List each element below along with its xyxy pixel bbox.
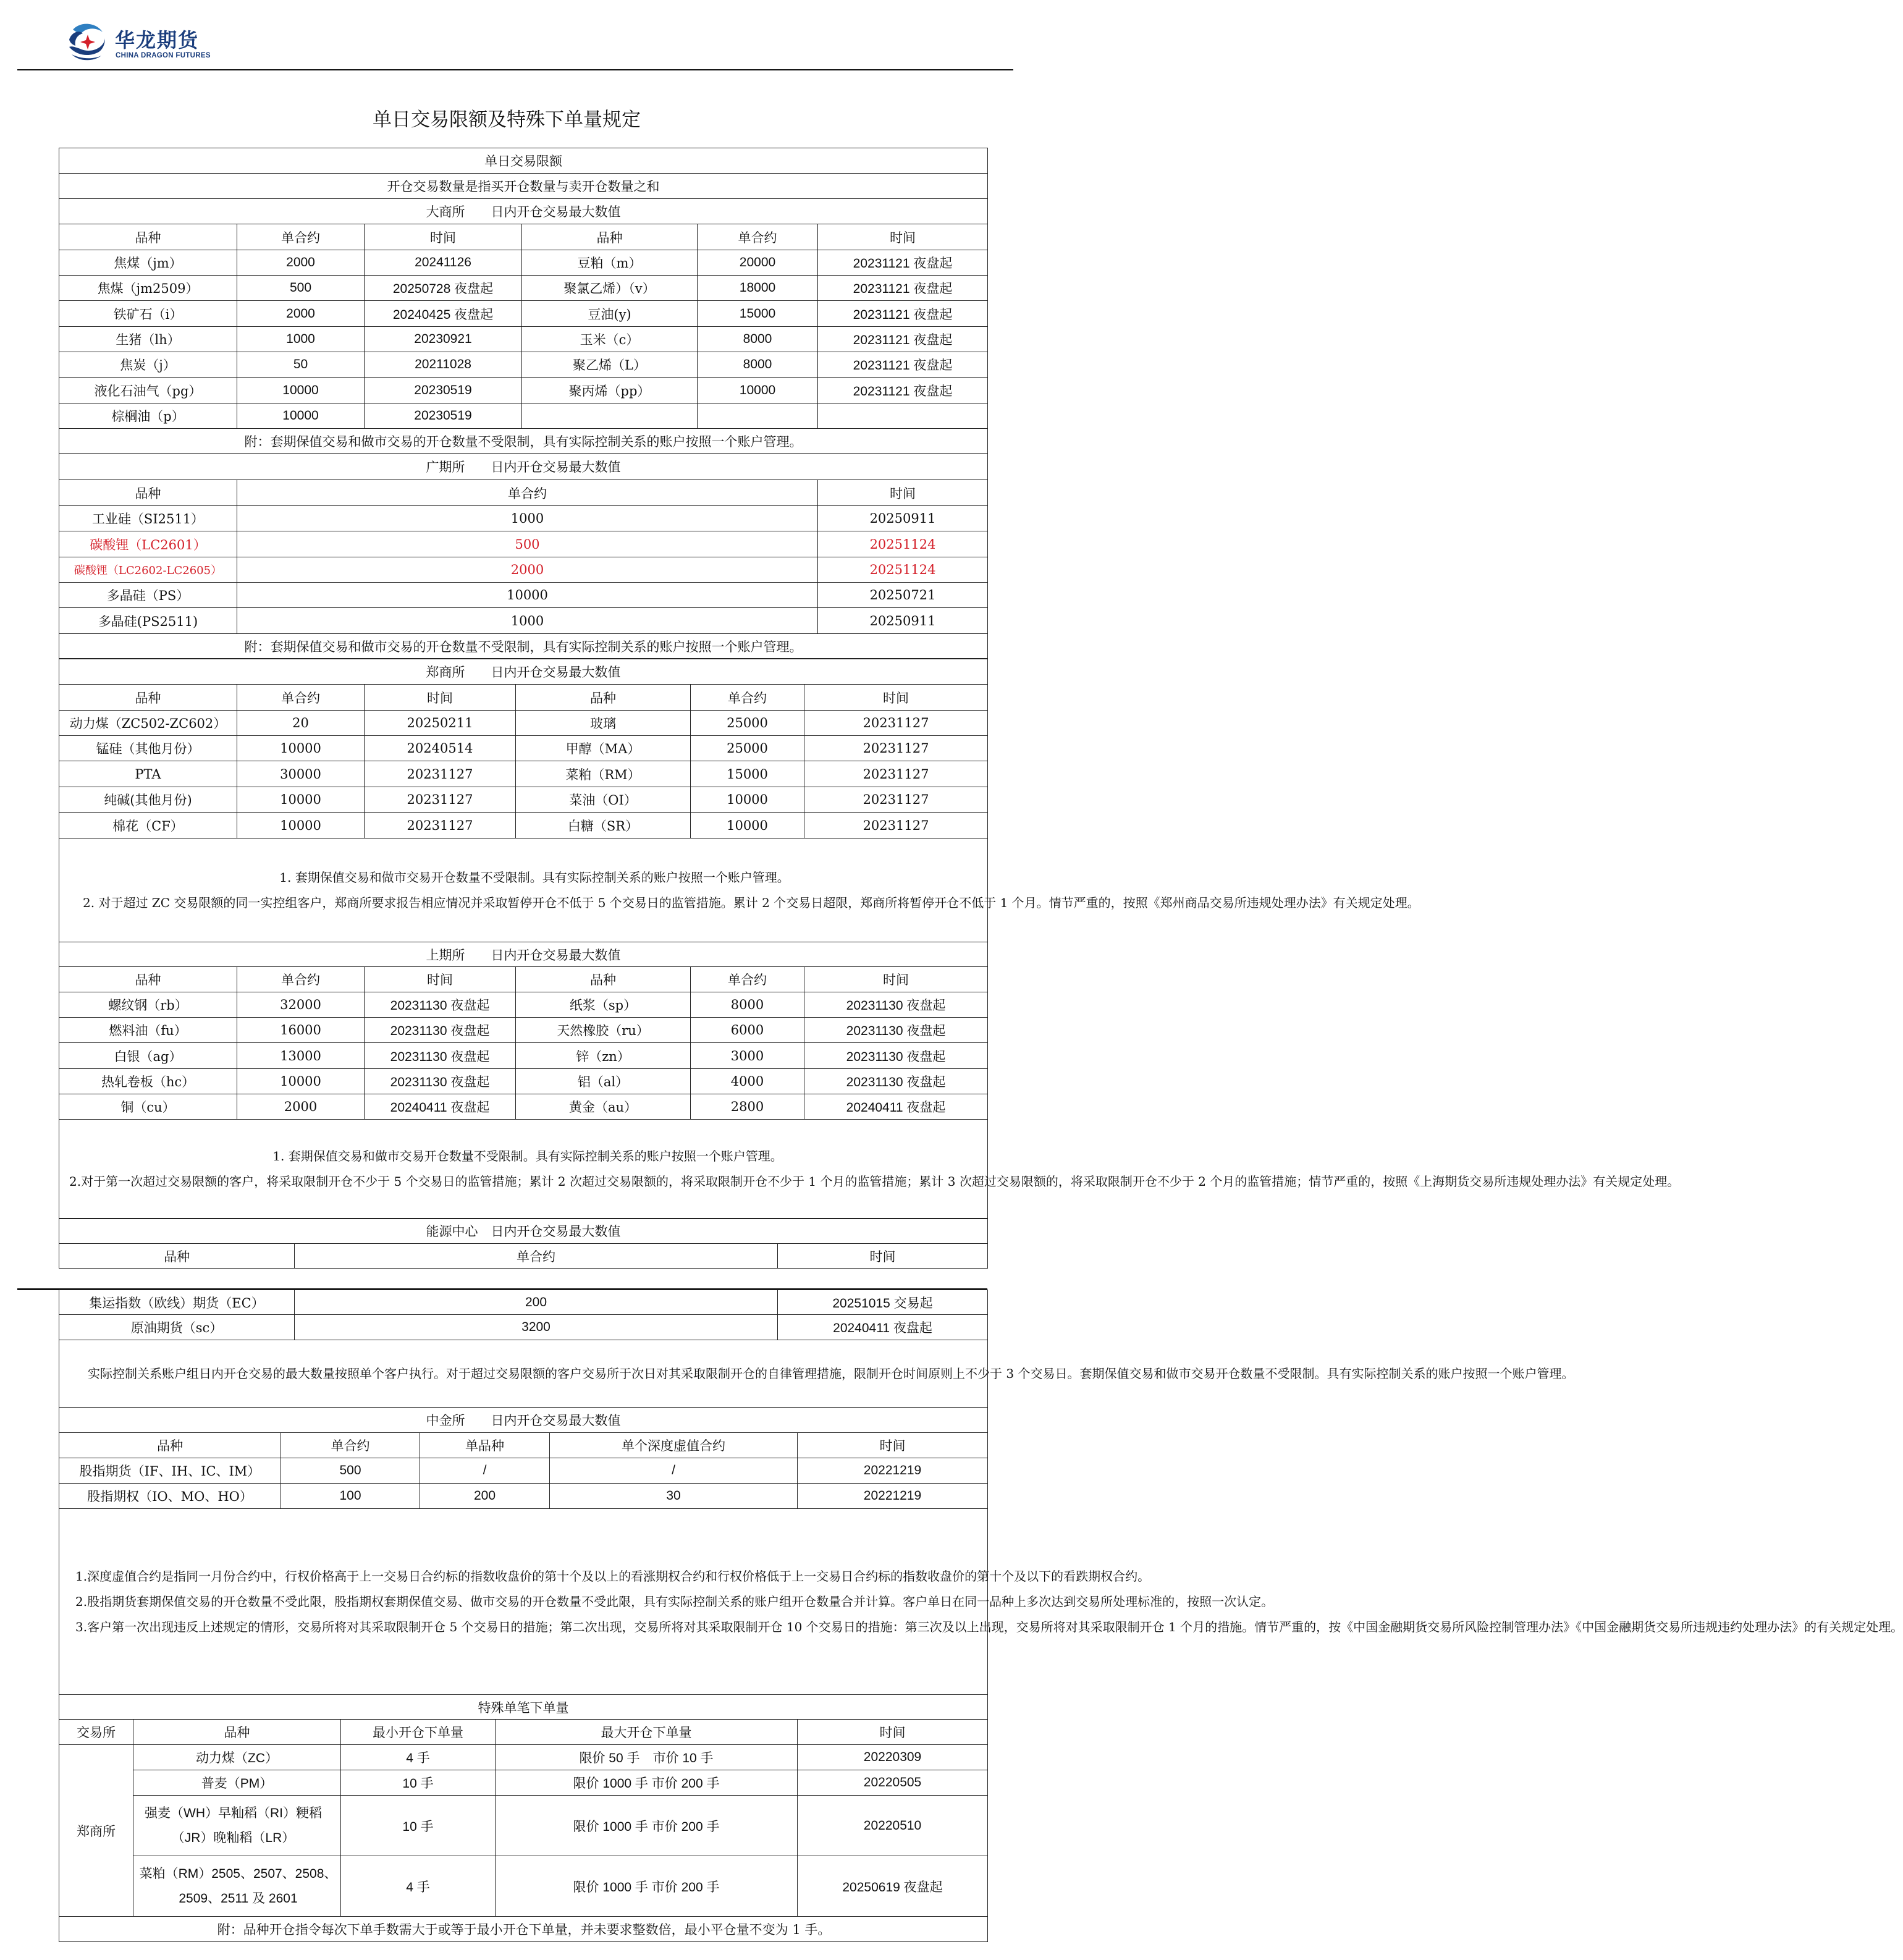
col-header-time: 时间 xyxy=(818,224,988,250)
ine-table-body xyxy=(59,1290,1574,1408)
variety-cell: 液化石油气（pg） xyxy=(59,378,237,403)
variety-cell: 多晶硅（PS） xyxy=(59,583,237,608)
time-cell: 20231127 xyxy=(804,787,988,813)
time-cell: 20251015 交易起 xyxy=(778,1290,988,1315)
time-cell: 20250619 夜盘起 xyxy=(798,1856,988,1917)
time-cell: 20231130 夜盘起 xyxy=(365,992,516,1018)
variety-cell: 碳酸锂（LC2602-LC2605） xyxy=(59,557,237,583)
time-cell: 20250721 xyxy=(818,583,988,608)
limit-cell: 10000 xyxy=(237,403,365,429)
table-row xyxy=(59,378,988,403)
variety-cell: 强麦（WH）早籼稻（RI）粳稻（JR）晚籼稻（LR） xyxy=(133,1796,341,1856)
limit-cell: 8000 xyxy=(698,352,818,378)
limit-cell: 1000 xyxy=(237,608,818,634)
variety-cell: 碳酸锂（LC2601） xyxy=(59,531,237,557)
limit-cell: 2000 xyxy=(237,250,365,276)
variety-cell: 热轧卷板（hc） xyxy=(59,1069,237,1094)
col-header-variety: 品种 xyxy=(59,224,237,250)
col-header-time: 时间 xyxy=(365,224,522,250)
single-product-cell: 200 xyxy=(420,1484,550,1509)
col-header-variety: 品种 xyxy=(59,685,237,711)
col-header-time: 时间 xyxy=(365,685,516,711)
col-header-single-product: 单品种 xyxy=(420,1433,550,1458)
time-cell: 20230519 xyxy=(365,378,522,403)
col-header-time: 时间 xyxy=(804,685,988,711)
max-order-cell: 限价 1000 手 市价 200 手 xyxy=(496,1770,798,1796)
special-header-row xyxy=(59,1720,988,1745)
variety-cell: 铁矿石（i） xyxy=(59,301,237,327)
max-order-cell: 限价 50 手 市价 10 手 xyxy=(496,1745,798,1770)
col-header-time: 时间 xyxy=(798,1720,988,1745)
time-cell: 20221219 xyxy=(798,1484,988,1509)
limit-cell: 20000 xyxy=(698,250,818,276)
variety-cell: 锰硅（其他月份） xyxy=(59,736,237,761)
time-cell: 20240411 夜盘起 xyxy=(778,1315,988,1340)
variety-cell: 铝（al） xyxy=(516,1069,691,1094)
table-row xyxy=(59,787,988,813)
table-row xyxy=(59,250,988,276)
time-cell: 20240411 夜盘起 xyxy=(804,1094,988,1120)
dce-note: 附：套期保值交易和做市交易的开仓数量不受限制，具有实际控制关系的账户按照一个账户管理。 xyxy=(59,429,988,454)
header-rule xyxy=(17,69,1013,70)
limit-cell: 2800 xyxy=(691,1094,804,1120)
table-row xyxy=(59,1094,988,1120)
time-cell: 20231121 夜盘起 xyxy=(818,250,988,276)
limit-cell: 15000 xyxy=(698,301,818,327)
col-header-deep-otm: 单个深度虚值合约 xyxy=(550,1433,798,1458)
col-header-single-contract: 单合约 xyxy=(237,967,365,992)
table-row xyxy=(59,1018,988,1043)
ine-table-header xyxy=(59,1218,988,1269)
time-cell: 20231130 夜盘起 xyxy=(365,1069,516,1094)
special-order-table xyxy=(59,1694,988,1942)
company-logo xyxy=(67,21,252,67)
variety-cell: 棉花（CF） xyxy=(59,813,237,838)
col-header-variety: 品种 xyxy=(59,967,237,992)
table-row-highlighted xyxy=(59,531,988,557)
limit-cell xyxy=(698,403,818,429)
limit-cell: 2000 xyxy=(237,1094,365,1120)
table-row xyxy=(59,327,988,352)
time-cell: 20231127 xyxy=(365,813,516,838)
ine-note: 实际控制关系账户组日内开仓交易的最大数量按照单个客户执行。对于超过交易限额的客户交易所于次日对其采取限制开仓的自律管理措施，限制开仓时间原则上不少于 3 个交易日。套期保值交易和做市交易开仓数量不受限制。具有实际控制关系的账户按照一个账户管理。 xyxy=(88,1366,1574,1381)
limit-cell: 500 xyxy=(237,531,818,557)
variety-cell: 棕榈油（p） xyxy=(59,403,237,429)
table-row xyxy=(59,1290,988,1315)
table-row xyxy=(59,506,988,531)
variety-cell: 股指期货（IF、IH、IC、IM） xyxy=(59,1458,281,1484)
table-row xyxy=(59,583,988,608)
time-cell: 20231127 xyxy=(804,813,988,838)
limit-cell: 10000 xyxy=(237,1069,365,1094)
col-header-exchange: 交易所 xyxy=(59,1720,133,1745)
limit-cell: 2000 xyxy=(237,557,818,583)
definition-row: 开仓交易数量是指买开仓数量与卖开仓数量之和 xyxy=(59,174,988,199)
time-cell: 20241126 xyxy=(365,250,522,276)
limit-cell: 4000 xyxy=(691,1069,804,1094)
variety-cell: 天然橡胶（ru） xyxy=(516,1018,691,1043)
special-section-title: 特殊单笔下单量 xyxy=(59,1695,988,1720)
table-row xyxy=(59,1484,988,1509)
table-row xyxy=(59,736,988,761)
time-cell: 20231130 夜盘起 xyxy=(365,1018,516,1043)
time-cell: 20251124 xyxy=(818,531,988,557)
time-cell: 20221219 xyxy=(798,1458,988,1484)
variety-cell: 工业硅（SI2511） xyxy=(59,506,237,531)
limit-cell: 6000 xyxy=(691,1018,804,1043)
shfe-section-title: 上期所 日内开仓交易最大数值 xyxy=(59,942,988,967)
min-order-cell: 4 手 xyxy=(341,1856,496,1917)
cffex-header-row xyxy=(59,1433,988,1458)
variety-cell: 玉米（c） xyxy=(522,327,698,352)
ine-notes xyxy=(59,1340,1574,1408)
variety-cell xyxy=(522,403,698,429)
table-row xyxy=(59,276,988,301)
col-header-variety: 品种 xyxy=(516,685,691,711)
dce-section-title: 大商所 日内开仓交易最大数值 xyxy=(59,199,988,224)
col-header-single-contract: 单合约 xyxy=(698,224,818,250)
limit-cell: 3000 xyxy=(691,1043,804,1069)
limit-cell: 10000 xyxy=(237,736,365,761)
variety-cell: 锌（zn） xyxy=(516,1043,691,1069)
gfex-note: 附：套期保值交易和做市交易的开仓数量不受限制，具有实际控制关系的账户按照一个账户管理。 xyxy=(59,634,988,659)
table-row xyxy=(59,1796,988,1856)
variety-cell: 原油期货（sc） xyxy=(59,1315,295,1340)
col-header-min-order: 最小开仓下单量 xyxy=(341,1720,496,1745)
variety-cell: 动力煤（ZC） xyxy=(133,1745,341,1770)
variety-cell: 黄金（au） xyxy=(516,1094,691,1120)
col-header-single-contract: 单合约 xyxy=(691,967,804,992)
limit-cell: 32000 xyxy=(237,992,365,1018)
limit-cell: 15000 xyxy=(691,761,804,787)
time-cell: 20211028 xyxy=(365,352,522,378)
limit-cell: 50 xyxy=(237,352,365,378)
china-dragon-logo-icon xyxy=(67,21,106,62)
table-row xyxy=(59,352,988,378)
limit-cell: 1000 xyxy=(237,506,818,531)
col-header-time: 时间 xyxy=(365,967,516,992)
max-order-cell: 限价 1000 手 市价 200 手 xyxy=(496,1796,798,1856)
variety-cell: 焦煤（jm2509） xyxy=(59,276,237,301)
ine-section-title: 能源中心 日内开仓交易最大数值 xyxy=(59,1219,988,1244)
variety-cell: 纸浆（sp） xyxy=(516,992,691,1018)
shfe-notes xyxy=(59,1120,1680,1219)
table-row xyxy=(59,403,988,429)
brand-name-en: CHINA DRAGON FUTURES xyxy=(116,52,211,59)
table-row xyxy=(59,1458,988,1484)
deep-otm-cell: / xyxy=(550,1458,798,1484)
variety-cell: 纯碱(其他月份) xyxy=(59,787,237,813)
col-header-single-contract: 单合约 xyxy=(237,224,365,250)
gfex-header-row xyxy=(59,480,988,506)
variety-cell: 生猪（lh） xyxy=(59,327,237,352)
limit-cell: 8000 xyxy=(698,327,818,352)
col-header-time: 时间 xyxy=(778,1244,988,1269)
czce-note-1: 1. 套期保值交易和做市交易开仓数量不受限制。具有实际控制关系的账户按照一个账户管理。 xyxy=(279,869,790,885)
cffex-note-2: 2.股指期货套期保值交易的开仓数量不受此限，股指期权套期保值交易、做市交易的开仓数量不受此限，具有实际控制关系的账户组开仓数量合并计算。客户单日在同一品种上多次达到交易所处理标准的，按照一次认定。 xyxy=(75,1594,1274,1609)
limit-cell: 10000 xyxy=(237,787,365,813)
col-header-time: 时间 xyxy=(818,480,988,506)
col-header-time: 时间 xyxy=(804,967,988,992)
limit-cell: 10000 xyxy=(691,787,804,813)
max-order-cell: 限价 1000 手 市价 200 手 xyxy=(496,1856,798,1917)
time-cell: 20231127 xyxy=(365,761,516,787)
cffex-section-title: 中金所 日内开仓交易最大数值 xyxy=(59,1408,988,1433)
time-cell: 20231127 xyxy=(804,761,988,787)
gfex-section-title: 广期所 日内开仓交易最大数值 xyxy=(59,454,988,480)
limit-cell: 18000 xyxy=(698,276,818,301)
col-header-variety: 品种 xyxy=(133,1720,341,1745)
variety-cell: 普麦（PM） xyxy=(133,1770,341,1796)
variety-cell: 燃料油（fu） xyxy=(59,1018,237,1043)
table-row xyxy=(59,1770,988,1796)
time-cell: 20240514 xyxy=(365,736,516,761)
brand-name-cn: 华龙期货 xyxy=(115,28,200,52)
time-cell: 20231127 xyxy=(804,711,988,736)
time-cell: 20220309 xyxy=(798,1745,988,1770)
table-row xyxy=(59,813,988,838)
col-header-single-contract: 单合约 xyxy=(237,685,365,711)
limit-cell: 10000 xyxy=(698,378,818,403)
time-cell: 20250728 夜盘起 xyxy=(365,276,522,301)
table-row xyxy=(59,608,988,634)
limit-cell: 30000 xyxy=(237,761,365,787)
limit-cell: 20 xyxy=(237,711,365,736)
col-header-single-contract: 单合约 xyxy=(691,685,804,711)
table-row-highlighted xyxy=(59,557,988,583)
single-product-cell: / xyxy=(420,1458,550,1484)
min-order-cell: 4 手 xyxy=(341,1745,496,1770)
special-note: 附：品种开仓指令每次下单手数需大于或等于最小开仓下单量，并未要求整数倍，最小平仓量不变为 1 手。 xyxy=(59,1917,988,1942)
document-title: 单日交易限额及特殊下单量规定 xyxy=(373,109,641,131)
col-header-variety: 品种 xyxy=(516,967,691,992)
time-cell: 20240425 夜盘起 xyxy=(365,301,522,327)
cffex-note-3: 3.客户第一次出现违反上述规定的情形，交易所将对其采取限制开仓 5 个交易日的措施；第二次出现，交易所将对其采取限制开仓 10 个交易日的措施：第三次及以上出现，交易所将对其采取限制开仓 1 个月的措施。情节严重的，按《中国金融期货交易所风险控制管理办法》《中国金融期货交易所违规违约处理办法》的有关规定处理。 xyxy=(75,1619,1903,1634)
cffex-table xyxy=(59,1407,1903,1695)
time-cell: 20231127 xyxy=(365,787,516,813)
variety-cell: 焦煤（jm） xyxy=(59,250,237,276)
exchange-cell: 郑商所 xyxy=(59,1745,133,1917)
shfe-note-1: 1. 套期保值交易和做市交易开仓数量不受限制。具有实际控制关系的账户按照一个账户管理。 xyxy=(272,1149,783,1164)
col-header-variety: 品种 xyxy=(522,224,698,250)
time-cell: 20231127 xyxy=(804,736,988,761)
variety-cell: 集运指数（欧线）期货（EC） xyxy=(59,1290,295,1315)
table-title: 单日交易限额 xyxy=(59,148,988,174)
table-row xyxy=(59,1069,988,1094)
variety-cell: 豆粕（m） xyxy=(522,250,698,276)
cffex-notes xyxy=(59,1509,1903,1695)
czce-section-title: 郑商所 日内开仓交易最大数值 xyxy=(59,659,988,685)
variety-cell: 菜粕（RM）2505、2507、2508、2509、2511 及 2601 xyxy=(133,1856,341,1917)
variety-cell: 铜（cu） xyxy=(59,1094,237,1120)
time-cell: 20231130 夜盘起 xyxy=(365,1043,516,1069)
limit-cell: 500 xyxy=(237,276,365,301)
time-cell: 20231121 夜盘起 xyxy=(818,378,988,403)
time-cell: 20250911 xyxy=(818,506,988,531)
variety-cell: 白糖（SR） xyxy=(516,813,691,838)
variety-cell: 菜油（OI） xyxy=(516,787,691,813)
col-header-single-contract: 单合约 xyxy=(237,480,818,506)
time-cell: 20230921 xyxy=(365,327,522,352)
variety-cell: 白银（ag） xyxy=(59,1043,237,1069)
limit-cell: 10000 xyxy=(237,813,365,838)
min-order-cell: 10 手 xyxy=(341,1770,496,1796)
time-cell: 20230519 xyxy=(365,403,522,429)
time-cell: 20240411 夜盘起 xyxy=(365,1094,516,1120)
table-row xyxy=(59,1315,988,1340)
time-cell: 20231121 夜盘起 xyxy=(818,352,988,378)
col-header-max-order: 最大开仓下单量 xyxy=(496,1720,798,1745)
limits-table-page-1 xyxy=(59,148,988,659)
czce-notes xyxy=(59,838,1420,942)
time-cell: 20231121 夜盘起 xyxy=(818,301,988,327)
table-row xyxy=(59,711,988,736)
variety-cell: 聚丙烯（pp） xyxy=(522,378,698,403)
variety-cell: 甲醇（MA） xyxy=(516,736,691,761)
min-order-cell: 10 手 xyxy=(341,1796,496,1856)
limit-cell: 2000 xyxy=(237,301,365,327)
time-cell: 20220505 xyxy=(798,1770,988,1796)
cffex-note-1: 1.深度虚值合约是指同一月份合约中，行权价格高于上一交易日合约标的指数收盘价的第十个及以上的看涨期权合约和行权价格低于上一交易日合约标的指数收盘价的第十个及以下的看跌期权合约。 xyxy=(75,1568,1150,1584)
single-contract-cell: 100 xyxy=(281,1484,420,1509)
variety-cell: 菜粕（RM） xyxy=(516,761,691,787)
table-row xyxy=(59,1043,988,1069)
time-cell xyxy=(818,403,988,429)
variety-cell: PTA xyxy=(59,761,237,787)
limit-cell: 10000 xyxy=(237,378,365,403)
col-header-single-contract: 单合约 xyxy=(295,1244,778,1269)
time-cell: 20231130 夜盘起 xyxy=(804,1043,988,1069)
dce-header-row xyxy=(59,224,988,250)
table-row xyxy=(59,1856,988,1917)
deep-otm-cell: 30 xyxy=(550,1484,798,1509)
col-header-single-contract: 单合约 xyxy=(281,1433,420,1458)
variety-cell: 股指期权（IO、MO、HO） xyxy=(59,1484,281,1509)
variety-cell: 动力煤（ZC502-ZC602） xyxy=(59,711,237,736)
time-cell: 20231121 夜盘起 xyxy=(818,327,988,352)
time-cell: 20231121 夜盘起 xyxy=(818,276,988,301)
czce-header-row xyxy=(59,685,988,711)
variety-cell: 多晶硅(PS2511) xyxy=(59,608,237,634)
time-cell: 20231130 夜盘起 xyxy=(804,1018,988,1043)
variety-cell: 焦炭（j） xyxy=(59,352,237,378)
col-header-variety: 品种 xyxy=(59,1433,281,1458)
limit-cell: 16000 xyxy=(237,1018,365,1043)
czce-note-2: 2. 对于超过 ZC 交易限额的同一实控组客户，郑商所要求报告相应情况并采取暂停开仓不低于 5 个交易日的监管措施。累计 2 个交易日超限，郑商所将暂停开仓不低于 1 个月。情节严重的，按照《郑州商品交易所违规处理办法》有关规定处理。 xyxy=(83,895,1420,910)
limit-cell: 10000 xyxy=(691,813,804,838)
time-cell: 20251124 xyxy=(818,557,988,583)
limit-cell: 200 xyxy=(295,1290,778,1315)
table-row xyxy=(59,1745,988,1770)
variety-cell: 聚氯乙烯）（v） xyxy=(522,276,698,301)
table-row xyxy=(59,301,988,327)
shfe-header-row xyxy=(59,967,988,992)
table-row xyxy=(59,761,988,787)
ine-header-row xyxy=(59,1244,988,1269)
variety-cell: 聚乙烯（L） xyxy=(522,352,698,378)
limit-cell: 1000 xyxy=(237,327,365,352)
col-header-variety: 品种 xyxy=(59,480,237,506)
limit-cell: 25000 xyxy=(691,711,804,736)
limit-cell: 25000 xyxy=(691,736,804,761)
limit-cell: 8000 xyxy=(691,992,804,1018)
variety-cell: 玻璃 xyxy=(516,711,691,736)
limits-table-page-1b xyxy=(59,659,1680,1219)
variety-cell: 螺纹钢（rb） xyxy=(59,992,237,1018)
limit-cell: 10000 xyxy=(237,583,818,608)
time-cell: 20250911 xyxy=(818,608,988,634)
table-row xyxy=(59,992,988,1018)
variety-cell: 豆油(y) xyxy=(522,301,698,327)
col-header-variety: 品种 xyxy=(59,1244,295,1269)
col-header-time: 时间 xyxy=(798,1433,988,1458)
time-cell: 20231130 夜盘起 xyxy=(804,1069,988,1094)
limit-cell: 3200 xyxy=(295,1315,778,1340)
time-cell: 20220510 xyxy=(798,1796,988,1856)
time-cell: 20250211 xyxy=(365,711,516,736)
single-contract-cell: 500 xyxy=(281,1458,420,1484)
time-cell: 20231130 夜盘起 xyxy=(804,992,988,1018)
shfe-note-2: 2.对于第一次超过交易限额的客户，将采取限制开仓不少于 5 个交易日的监管措施；累计 2 次超过交易限额的，将采取限制开仓不少于 1 个月的监管措施；累计 3 次超过交易限额的，将采取限制开仓不少于 2 个月的监管措施；情节严重的，按照《上海期货交易所违规处理办法》有关规定处理。 xyxy=(69,1174,1680,1189)
limit-cell: 13000 xyxy=(237,1043,365,1069)
